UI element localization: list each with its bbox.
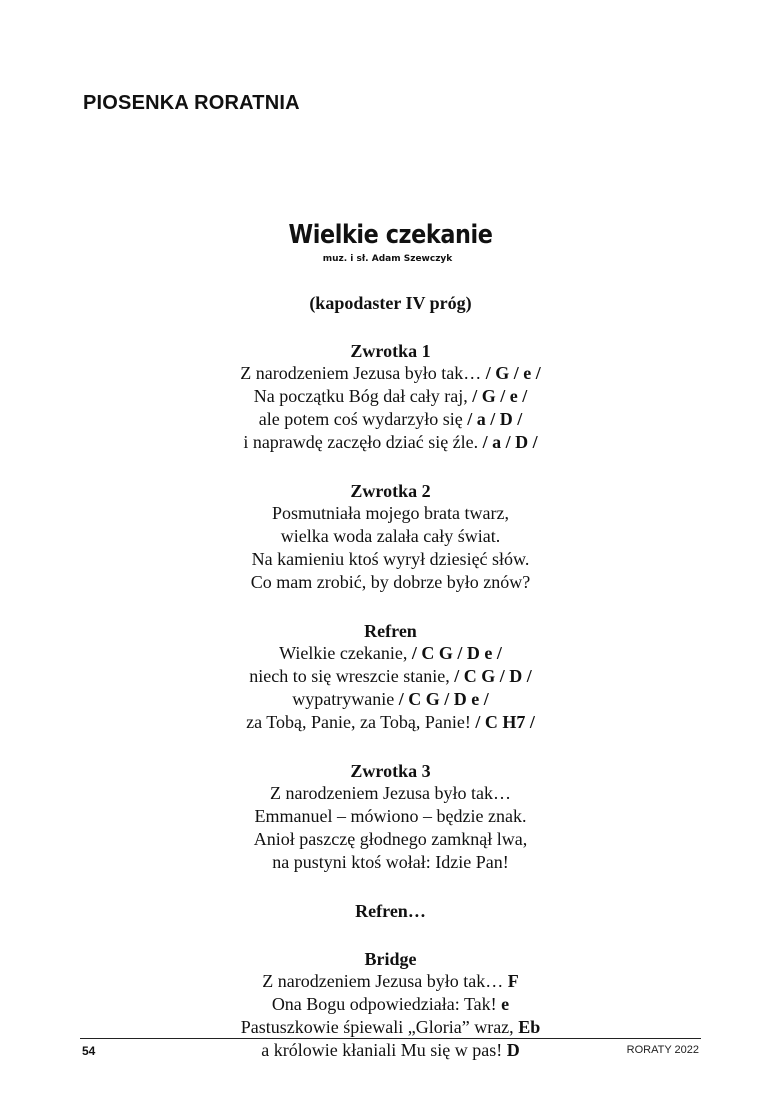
- chords: / G / e /: [485, 363, 541, 383]
- stanza-chorus-repeat: [0, 900, 781, 922]
- lyric-line: ale potem coś wydarzyło się / a / D /: [258, 409, 523, 429]
- chords: / C G / D e /: [411, 643, 502, 663]
- capo-note: (kapodaster IV próg): [309, 293, 472, 313]
- lyric-line: i naprawdę zaczęło dziać się źle. / a / D /: [243, 432, 538, 452]
- lyric-line: na pustyni ktoś wołał: Idzie Pan!: [272, 852, 509, 872]
- chords: / C G / D e /: [398, 689, 489, 709]
- lyric-line: Z narodzeniem Jezusa było tak… F: [262, 971, 519, 991]
- lyric-line: Ona Bogu odpowiedziała: Tak! e: [271, 994, 510, 1014]
- stanza-verse-3: [0, 760, 781, 874]
- lyric-line: Emmanuel – mówiono – będzie znak.: [254, 806, 527, 826]
- chords: / C G / D /: [454, 666, 532, 686]
- lyric-line: Z narodzeniem Jezusa było tak…: [270, 783, 511, 803]
- lyric-line: Co mam zrobić, by dobrze było znów?: [250, 572, 531, 592]
- stanza-heading: Refren…: [355, 901, 426, 921]
- stanza-chorus: [0, 620, 781, 734]
- chords: F: [507, 971, 519, 991]
- lyric-line: wypatrywanie / C G / D e /: [292, 689, 489, 709]
- lyric-line: Anioł paszczę głodnego zamknął lwa,: [253, 829, 528, 849]
- chords: / a / D /: [482, 432, 538, 452]
- song-credit: muz. i sł. Adam Szewczyk: [322, 254, 453, 264]
- chords: D: [506, 1040, 520, 1060]
- stanza-heading: Refren: [364, 621, 417, 641]
- lyric-line: Posmutniała mojego brata twarz,: [272, 503, 509, 523]
- lyric-line: Z narodzeniem Jezusa było tak… / G / e /: [240, 363, 541, 383]
- lyric-line: Wielkie czekanie, / C G / D e /: [279, 643, 502, 663]
- section-title: PIOSENKA RORATNIA: [83, 92, 300, 114]
- lyric-line: a królowie kłaniali Mu się w pas! D: [261, 1040, 520, 1060]
- stanza-heading: Zwrotka 1: [350, 341, 431, 361]
- chords: / C H7 /: [475, 712, 535, 732]
- footer-divider: [80, 1038, 701, 1039]
- stanza-heading: Bridge: [364, 949, 417, 969]
- stanza-verse-2: [0, 480, 781, 594]
- lyric-line: Pastuszkowie śpiewali „Gloria” wraz, Eb: [240, 1017, 541, 1037]
- stanza-verse-1: [0, 340, 781, 454]
- lyric-line: niech to się wreszcie stanie, / C G / D /: [249, 666, 532, 686]
- chords: Eb: [518, 1017, 541, 1037]
- song-title: Wielkie czekanie: [288, 220, 493, 250]
- chords: / a / D /: [467, 409, 523, 429]
- lyric-line: Na kamieniu ktoś wyrył dziesięć słów.: [251, 549, 530, 569]
- song: [0, 218, 781, 1062]
- stanza-heading: Zwrotka 2: [350, 481, 431, 501]
- lyric-line: wielka woda zalała cały świat.: [280, 526, 501, 546]
- lyric-line: za Tobą, Panie, za Tobą, Panie! / C H7 /: [246, 712, 535, 732]
- publication-name: RORATY 2022: [626, 1044, 699, 1056]
- chords: e: [501, 994, 510, 1014]
- chords: / G / e /: [472, 386, 528, 406]
- stanza-heading: Zwrotka 3: [350, 761, 431, 781]
- page-number: 54: [82, 1044, 96, 1058]
- lyric-line: Na początku Bóg dał cały raj, / G / e /: [253, 386, 528, 406]
